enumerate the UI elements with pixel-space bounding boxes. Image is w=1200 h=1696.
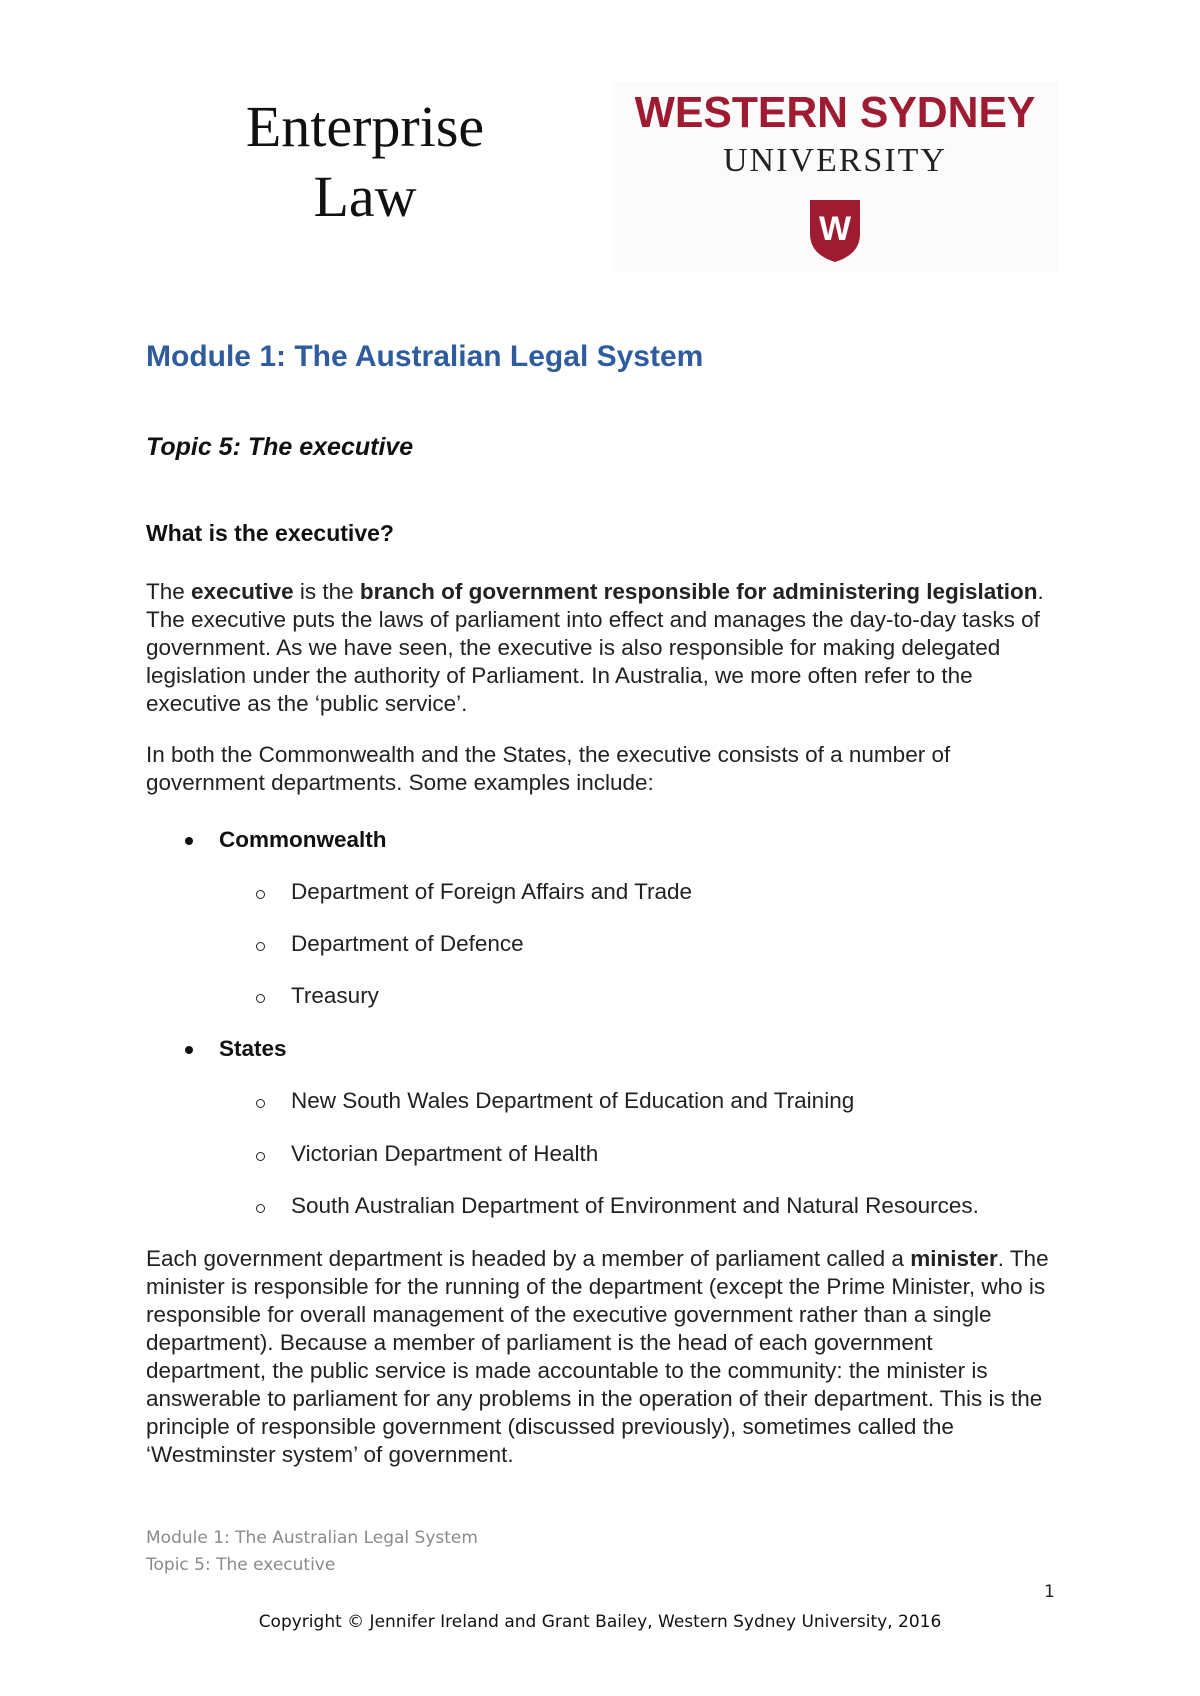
- document-title-line2: Law: [313, 164, 417, 229]
- bullet-icon: [185, 1046, 193, 1054]
- term-minister: minister: [910, 1246, 998, 1271]
- sub-bullet-icon: [256, 1099, 265, 1108]
- list-item-commonwealth: Commonwealth: [182, 826, 387, 854]
- list-item: New South Wales Department of Education and Training: [254, 1087, 854, 1115]
- sub-bullet-icon: [256, 942, 265, 951]
- sub-bullet-icon: [256, 1152, 265, 1161]
- sub-bullet-icon: [256, 890, 265, 899]
- logo-wordmark-line2: UNIVERSITY: [723, 142, 947, 179]
- list-item: South Australian Department of Environment and Natural Resources.: [254, 1192, 979, 1220]
- section-heading: What is the executive?: [146, 520, 394, 546]
- module-heading: Module 1: The Australian Legal System: [146, 340, 704, 373]
- logo-shield-letter: W: [818, 210, 852, 248]
- shield-icon: [808, 198, 862, 264]
- sub-bullet-icon: [256, 1204, 265, 1213]
- topic-heading: Topic 5: The executive: [146, 433, 414, 461]
- paragraph-executive-definition: The executive is the branch of government responsible for administering legislation. The executive puts the laws of parliament into effect and manages the day-to-day tasks of government. As we have seen, the executive is also responsible for making delegated legislation under the authority of Parliament. In Australia, we more often refer to the executive as the ‘public service’.: [146, 579, 1044, 716]
- document-title: [215, 92, 515, 232]
- logo-wordmark-line1: WESTERN SYDNEY: [634, 88, 1036, 137]
- sub-bullet-icon: [256, 994, 265, 1003]
- paragraph-ministers: Each government department is headed by a member of parliament called a minister. The minister is responsible for the running of the department (except the Prime Minister, who is responsible for overall management of the executive government rather than a single department). Because a member of parliament is the head of each government department, the public service is made accountable to the community: the minister is answerable to parliament for any problems in the operation of their department. This is the principle of responsible government (discussed previously), sometimes called the ‘Westminster system’ of government.: [146, 1246, 1049, 1467]
- list-item: Department of Defence: [254, 930, 524, 958]
- list-item: Victorian Department of Health: [254, 1140, 598, 1168]
- list-item: Department of Foreign Affairs and Trade: [254, 878, 692, 906]
- university-logo: [612, 82, 1058, 272]
- page-number: 1: [1044, 1582, 1055, 1602]
- footer-topic: Topic 5: The executive: [146, 1555, 336, 1575]
- bullet-icon: [185, 837, 193, 845]
- footer-module: Module 1: The Australian Legal System: [146, 1528, 478, 1548]
- term-executive: executive: [191, 579, 294, 604]
- definition-emphasis: branch of government responsible for administering legislation: [359, 579, 1038, 604]
- document-title-line1: Enterprise: [245, 94, 485, 159]
- paragraph-departments-intro: In both the Commonwealth and the States, the executive consists of a number of government departments. Some examples include:: [146, 742, 951, 795]
- copyright-notice: Copyright © Jennifer Ireland and Grant Bailey, Western Sydney University, 2016: [258, 1612, 942, 1632]
- list-item-states: States: [182, 1035, 287, 1063]
- list-item: Treasury: [254, 982, 379, 1010]
